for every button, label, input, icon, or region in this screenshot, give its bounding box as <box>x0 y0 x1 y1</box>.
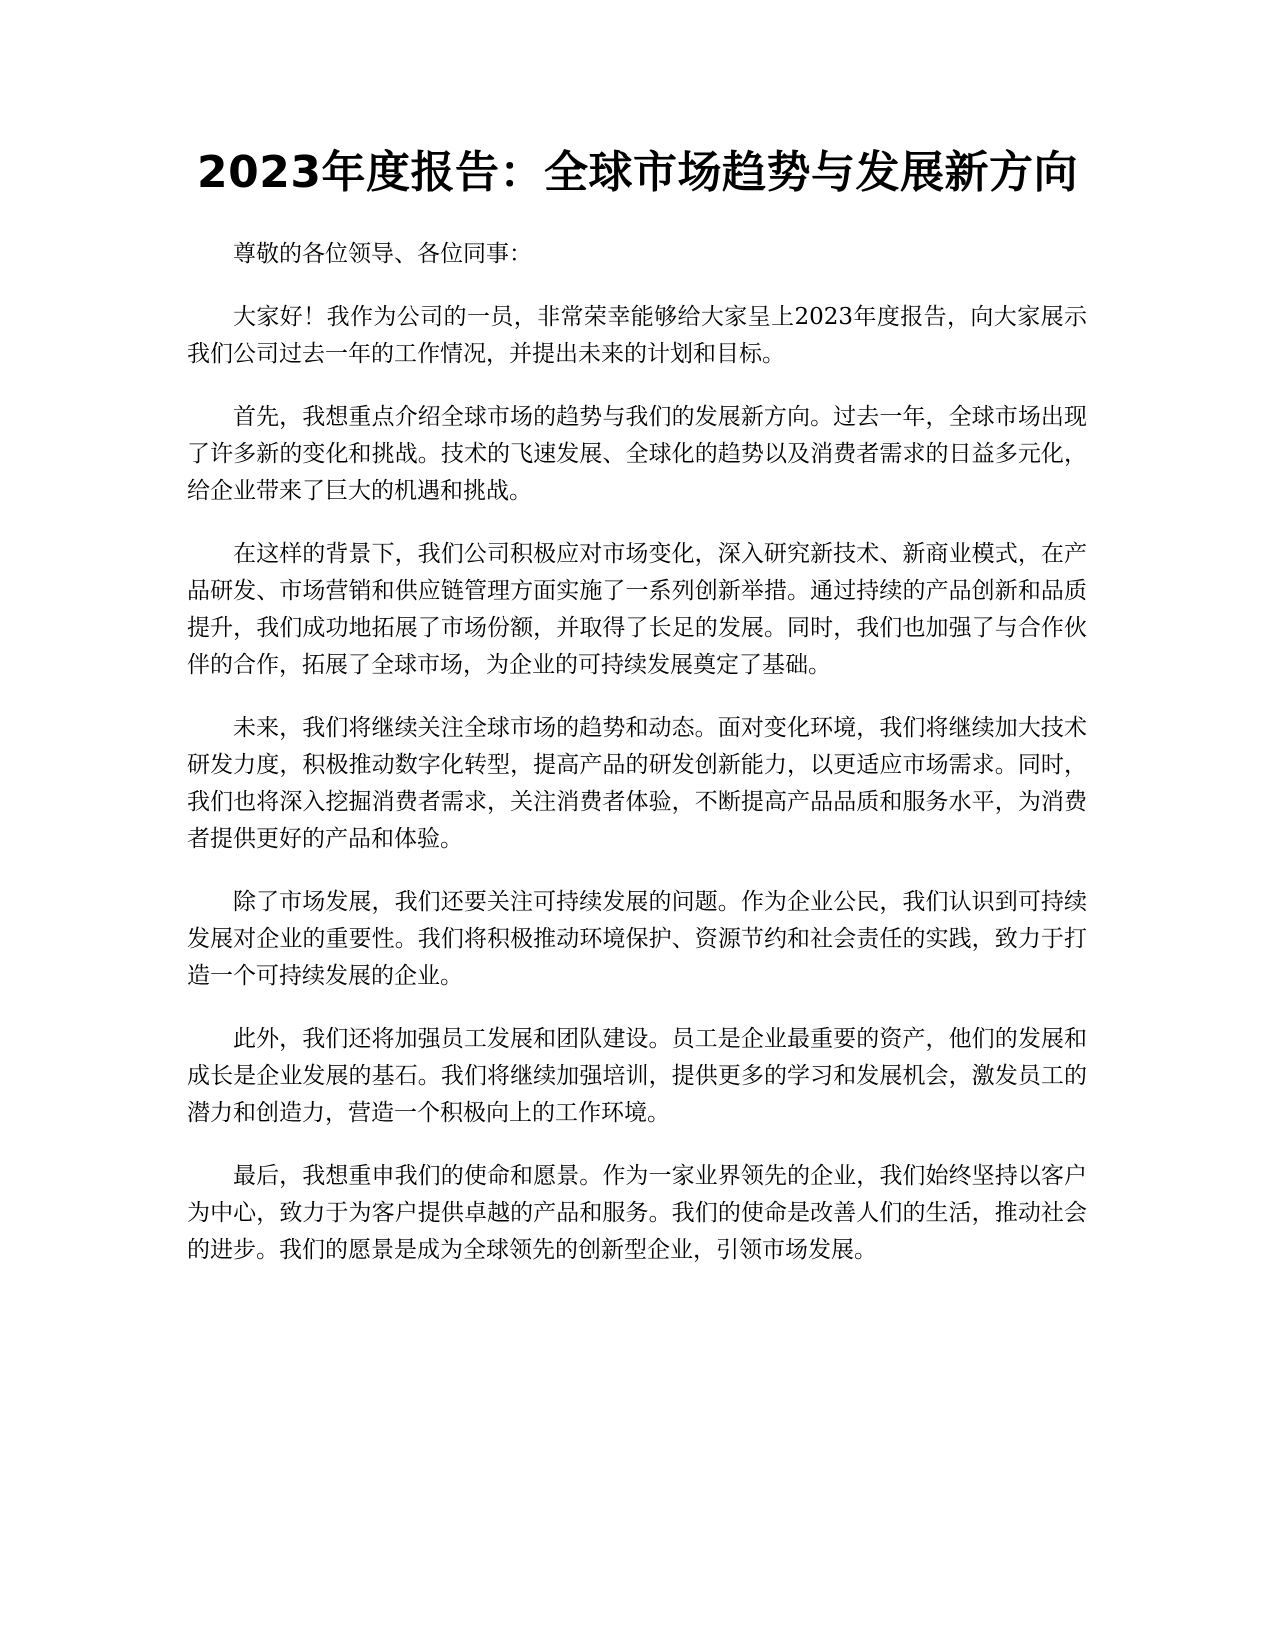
paragraph-employee-development: 此外，我们还将加强员工发展和团队建设。员工是企业最重要的资产，他们的发展和成长是企业发展的基石。我们将继续加强培训，提供更多的学习和发展机会，激发员工的潜力和创造力，营造一个积极向上的工作环境。 <box>187 1026 1087 1126</box>
paragraph-company-response: 在这样的背景下，我们公司积极应对市场变化，深入研究新技术、新商业模式，在产品研发、市场营销和供应链管理方面实施了一系列创新举措。通过持续的产品创新和品质提升，我们成功地拓展了市场份额，并取得了长足的发展。同时，我们也加强了与合作伙伴的合作，拓展了全球市场，为企业的可持续发展奠定了基础。 <box>187 541 1087 678</box>
salutation: 尊敬的各位领导、各位同事： <box>233 241 532 267</box>
paragraph-future-plans: 未来，我们将继续关注全球市场的趋势和动态。面对变化环境，我们将继续加大技术研发力度，积极推动数字化转型，提高产品的研发创新能力，以更适应市场需求。同时，我们也将深入挖掘消费者需求，关注消费者体验，不断提高产品品质和服务水平，为消费者提供更好的产品和体验。 <box>187 715 1087 852</box>
paragraph-market-trends: 首先，我想重点介绍全球市场的趋势与我们的发展新方向。过去一年，全球市场出现了许多新的变化和挑战。技术的飞速发展、全球化的趋势以及消费者需求的日益多元化，给企业带来了巨大的机遇和挑战。 <box>187 404 1087 504</box>
document-title: 2023年度报告：全球市场趋势与发展新方向 <box>197 147 1078 198</box>
document-body <box>187 236 1087 1295</box>
paragraph-greeting: 大家好！我作为公司的一员，非常荣幸能够给大家呈上2023年度报告，向大家展示我们公司过去一年的工作情况，并提出未来的计划和目标。 <box>187 304 1087 367</box>
paragraph-sustainability: 除了市场发展，我们还要关注可持续发展的问题。作为企业公民，我们认识到可持续发展对企业的重要性。我们将积极推动环境保护、资源节约和社会责任的实践，致力于打造一个可持续发展的企业。 <box>187 889 1087 989</box>
paragraph-mission-vision: 最后，我想重申我们的使命和愿景。作为一家业界领先的企业，我们始终坚持以客户为中心，致力于为客户提供卓越的产品和服务。我们的使命是改善人们的生活，推动社会的进步。我们的愿景是成为全球领先的创新型企业，引领市场发展。 <box>187 1163 1087 1263</box>
